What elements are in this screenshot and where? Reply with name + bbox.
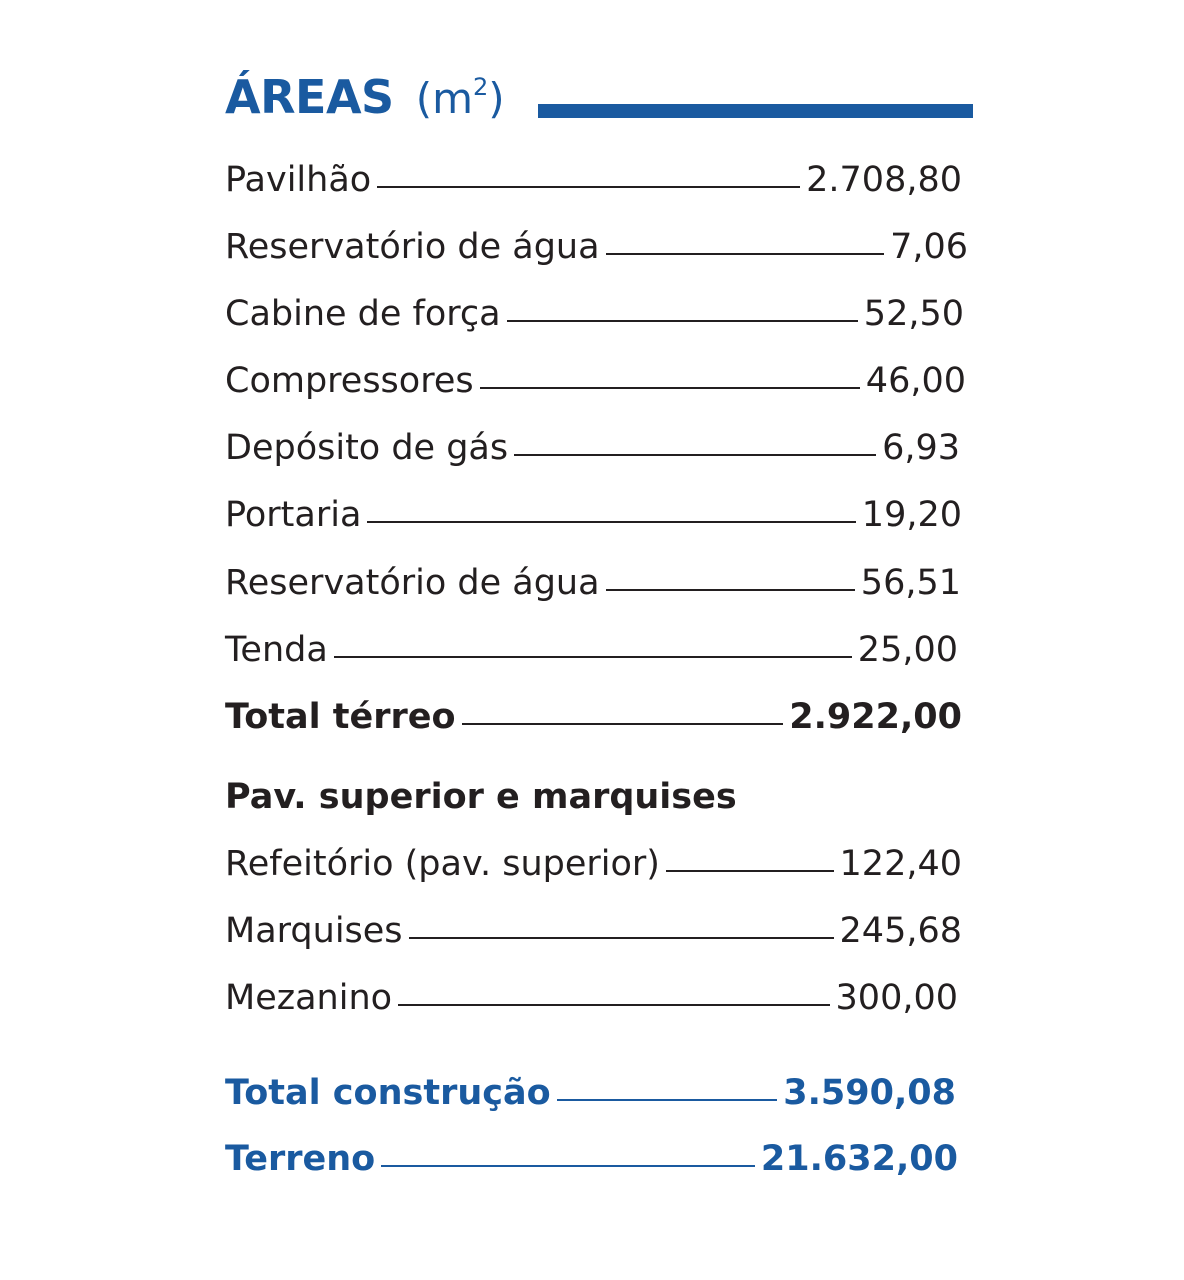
leader-line: [462, 723, 784, 725]
area-value: 52,50: [863, 294, 964, 334]
construction-total-row: [225, 1071, 956, 1115]
area-label: Refeitório (pav. superior): [225, 844, 660, 884]
area-row: [225, 158, 962, 202]
leader-line: [480, 387, 860, 389]
leader-line: [514, 454, 876, 456]
unit-close: ): [488, 74, 505, 123]
area-row: [225, 225, 968, 269]
land-total-row: [225, 1137, 958, 1181]
leader-line: [334, 656, 852, 658]
area-value: 6,93: [882, 428, 960, 468]
area-label: Cabine de força: [225, 294, 501, 334]
leader-line: [507, 320, 858, 322]
area-label: Tenda: [225, 630, 328, 670]
total-value: 3.590,08: [783, 1073, 956, 1113]
total-value: 21.632,00: [760, 1139, 958, 1179]
area-value: 2.708,80: [806, 160, 962, 200]
area-label: Reservatório de água: [225, 227, 600, 267]
area-row: [225, 628, 958, 672]
area-value: 300,00: [835, 978, 958, 1018]
area-label: Compressores: [225, 361, 474, 401]
title-text: ÁREAS: [225, 70, 394, 124]
ground-total-row: [225, 695, 962, 739]
total-value: 2.922,00: [789, 697, 962, 737]
area-label: Portaria: [225, 495, 362, 535]
area-value: 7,06: [890, 227, 968, 267]
area-row: [225, 909, 962, 953]
area-label: Mezanino: [225, 978, 393, 1018]
title-unit: [416, 74, 505, 123]
section-heading: Pav. superior e marquises: [225, 777, 737, 817]
total-label: Terreno: [225, 1139, 376, 1179]
areas-title: [225, 70, 505, 130]
area-value: 122,40: [839, 844, 962, 884]
area-value: 25,00: [857, 630, 958, 670]
total-label: Total construção: [225, 1073, 551, 1113]
area-label: Reservatório de água: [225, 563, 600, 603]
area-row: [225, 493, 962, 537]
area-label: Marquises: [225, 911, 403, 951]
title-rule: [538, 104, 973, 118]
area-value: 19,20: [861, 495, 962, 535]
area-row: [225, 561, 961, 605]
leader-line: [367, 521, 855, 523]
leader-line: [409, 937, 834, 939]
unit-superscript: 2: [473, 73, 489, 101]
area-row: [225, 426, 960, 470]
area-value: 245,68: [839, 911, 962, 951]
area-label: Depósito de gás: [225, 428, 509, 468]
leader-line: [398, 1004, 829, 1006]
leader-line: [381, 1165, 755, 1167]
leader-line: [606, 253, 885, 255]
area-row: [225, 842, 962, 886]
area-label: Pavilhão: [225, 160, 372, 200]
area-value: 56,51: [860, 563, 961, 603]
total-label: Total térreo: [225, 697, 456, 737]
leader-line: [377, 186, 800, 188]
unit-open: (m: [415, 74, 473, 123]
area-row: [225, 976, 958, 1020]
leader-line: [606, 589, 855, 591]
area-row: [225, 359, 966, 403]
leader-line: [666, 870, 834, 872]
area-row: [225, 292, 964, 336]
area-value: 46,00: [865, 361, 966, 401]
leader-line: [557, 1099, 778, 1101]
